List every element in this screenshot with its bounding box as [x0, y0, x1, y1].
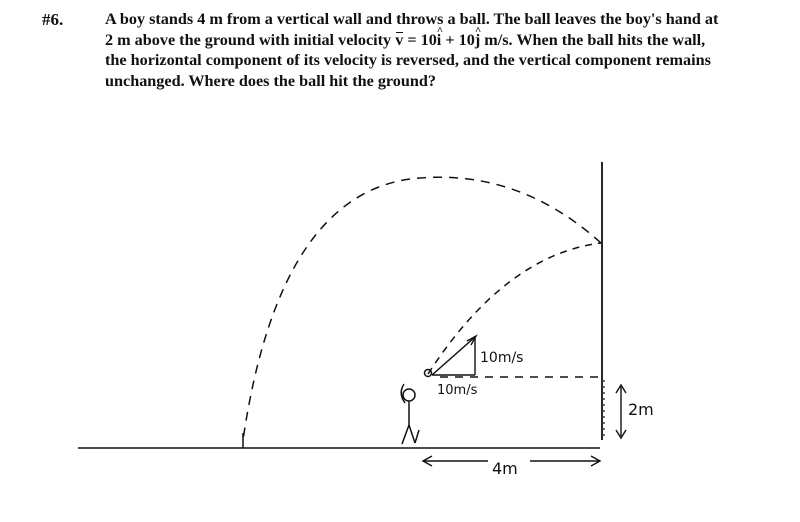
vertical-velocity-label: 10m/s — [480, 350, 524, 366]
statement-line-1: A boy stands 4 m from a vertical wall and throws a ball. The ball leaves the boy's hand at — [105, 10, 719, 28]
problem-number: #6. — [42, 10, 64, 29]
unit-vector-i: ^ i — [437, 30, 442, 51]
statement-line-2: 2 m above the ground with initial velocity v = 10^ i + 10^ j m/s. When the ball hits the wall, — [105, 30, 785, 51]
boy-head — [403, 389, 415, 401]
boy-figure — [401, 370, 431, 445]
boy-leg-right — [409, 425, 415, 443]
horizontal-velocity-label: 10m/s — [437, 383, 478, 398]
resultant-velocity-arrow — [432, 337, 475, 375]
boy-leg-left — [402, 425, 409, 444]
statement-line-4: unchanged. Where does the ball hit the ground? — [105, 71, 437, 90]
distance-label: 4m — [492, 459, 518, 478]
velocity-vector-symbol: v — [395, 30, 404, 49]
height-label: 2m — [628, 400, 654, 419]
statement-line-3: the horizontal component of its velocity is reversed, and the vertical component remains — [105, 51, 711, 69]
reflected-trajectory — [243, 177, 601, 440]
unit-vector-j: ^ j — [475, 30, 480, 51]
boy-foot — [415, 430, 419, 443]
